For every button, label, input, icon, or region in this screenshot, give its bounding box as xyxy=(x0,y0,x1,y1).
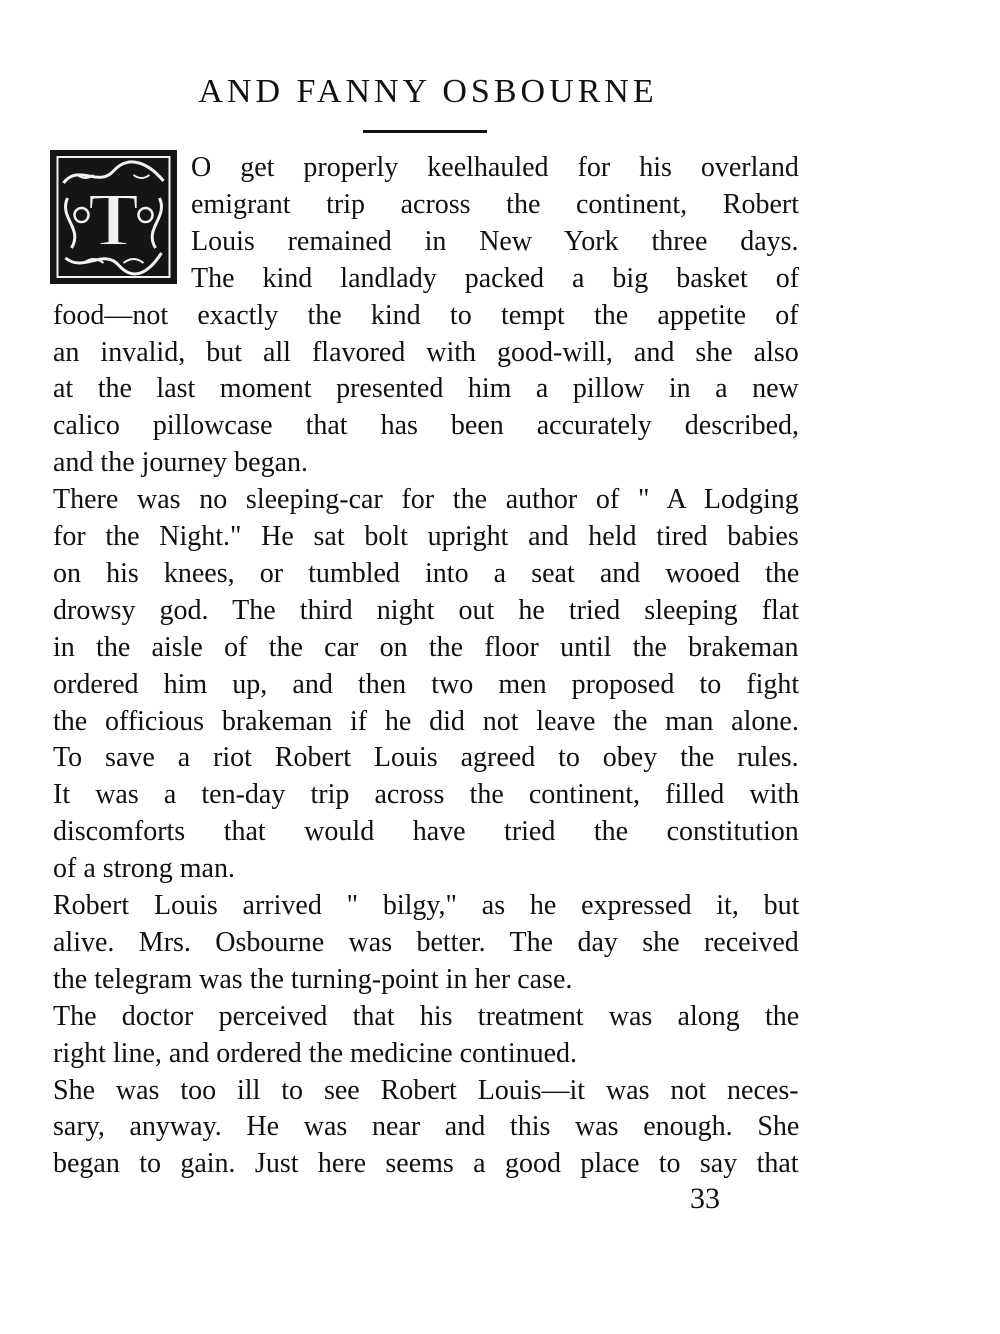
page-number: 33 xyxy=(690,1182,720,1215)
text-line: food—not exactly the kind to tempt the appetite of xyxy=(53,299,799,331)
running-head: AND FANNY OSBOURNE xyxy=(198,73,658,110)
text-line: She was too ill to see Robert Louis—it was not neces- xyxy=(53,1074,799,1106)
text-line: the officious brakeman if he did not leave the man alone. xyxy=(53,705,799,737)
text-line: To save a riot Robert Louis agreed to obey the rules. xyxy=(53,742,799,774)
ornamental-drop-cap xyxy=(50,150,177,284)
text-line: of a strong man. xyxy=(53,853,235,885)
text-line: It was a ten-day trip across the continent, filled with xyxy=(53,779,800,811)
text-line: for the Night." He sat bolt upright and held tired babies xyxy=(53,521,799,552)
text-line: in the aisle of the car on the floor until the brakeman xyxy=(53,631,799,663)
text-line: began to gain. Just here seems a good place to say that xyxy=(53,1148,799,1180)
text-line: emigrant trip across the continent, Robert xyxy=(191,188,799,220)
head-rule xyxy=(363,130,487,133)
text-line: at the last moment presented him a pillow in a new xyxy=(53,373,799,405)
text-line: Louis remained in New York three days. xyxy=(191,225,799,257)
text-line: Robert Louis arrived " bilgy," as he expressed it, but xyxy=(53,890,800,921)
text-line: There was no sleeping-car for the author of " A Lodging xyxy=(53,484,799,516)
drop-cap-ornament-icon xyxy=(53,153,174,281)
text-line: drowsy god. The third night out he tried sleeping flat xyxy=(53,594,800,626)
text-line: The kind landlady packed a big basket of xyxy=(191,262,800,294)
text-line: an invalid, but all flavored with good-will, and she also xyxy=(53,336,799,368)
text-line: alive. Mrs. Osbourne was better. The day she received xyxy=(53,926,799,958)
text-line: sary, anyway. He was near and this was enough. She xyxy=(53,1111,800,1143)
text-line: calico pillowcase that has been accurately described, xyxy=(53,410,800,442)
text-line: and the journey began. xyxy=(53,447,309,479)
text-line: right line, and ordered the medicine continued. xyxy=(53,1037,578,1069)
text-line: discomforts that would have tried the constitution xyxy=(53,816,799,848)
text-line: ordered him up, and then two men proposed to fight xyxy=(53,668,800,700)
text-line: O get properly keelhauled for his overland xyxy=(191,152,799,183)
text-line: The doctor perceived that his treatment was along the xyxy=(53,1000,800,1032)
text-line: on his knees, or tumbled into a seat and wooed the xyxy=(53,557,800,589)
text-line: the telegram was the turning-point in her case. xyxy=(53,963,573,995)
drop-cap-letter: T xyxy=(88,178,139,262)
